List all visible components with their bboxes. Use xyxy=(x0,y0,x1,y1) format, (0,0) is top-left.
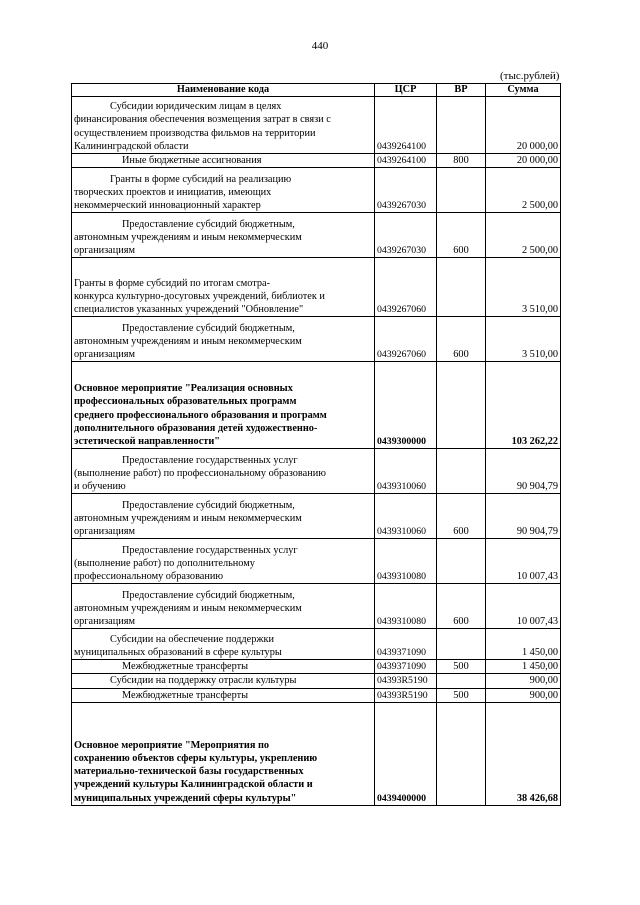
budget-table xyxy=(71,83,561,806)
row-csr: 0439300000 xyxy=(375,362,437,449)
row-sum: 20 000,00 xyxy=(486,154,561,168)
row-name: Предоставление государственных услуг (выполнение работ) по профессиональному образованию и обучению xyxy=(72,449,375,494)
table-row xyxy=(72,584,561,629)
row-sum: 3 510,00 xyxy=(486,317,561,362)
row-vr xyxy=(437,258,486,317)
row-csr: 0439267030 xyxy=(375,213,437,258)
row-sum: 90 904,79 xyxy=(486,449,561,494)
row-sum: 3 510,00 xyxy=(486,258,561,317)
page-number: 440 xyxy=(311,40,329,52)
row-csr: 0439310060 xyxy=(375,449,437,494)
row-csr: 04393R5190 xyxy=(375,688,437,702)
table-row xyxy=(72,168,561,213)
row-sum: 1 450,00 xyxy=(486,629,561,660)
table-row xyxy=(72,674,561,688)
table-row xyxy=(72,660,561,674)
table-row xyxy=(72,629,561,660)
table-header-row xyxy=(72,84,561,97)
row-sum: 900,00 xyxy=(486,688,561,702)
row-name: Основное мероприятие "Мероприятия по сохранению объектов сферы культуры, укреплению материально-технической базы государственных учреждений культуры Калининградской области и муниципальных учреждений сферы культуры" xyxy=(72,702,375,805)
row-csr: 0439310080 xyxy=(375,584,437,629)
row-name: Субсидии на поддержку отрасли культуры xyxy=(72,674,375,688)
row-name: Предоставление субсидий бюджетным, автономным учреждениям и иным некоммерческим организациям xyxy=(72,213,375,258)
row-vr: 800 xyxy=(437,154,486,168)
table-row xyxy=(72,154,561,168)
row-sum: 1 450,00 xyxy=(486,660,561,674)
row-sum: 20 000,00 xyxy=(486,97,561,154)
row-csr: 04393R5190 xyxy=(375,674,437,688)
row-vr xyxy=(437,168,486,213)
header-vr: ВР xyxy=(437,84,486,97)
table-row xyxy=(72,494,561,539)
table-row xyxy=(72,213,561,258)
row-csr: 0439267060 xyxy=(375,317,437,362)
row-name: Межбюджетные трансферты xyxy=(72,660,375,674)
row-csr: 0439267060 xyxy=(375,258,437,317)
row-sum: 2 500,00 xyxy=(486,213,561,258)
row-sum: 900,00 xyxy=(486,674,561,688)
row-sum: 10 007,43 xyxy=(486,584,561,629)
units-label: (тыс.рублей) xyxy=(500,70,560,82)
row-vr xyxy=(437,97,486,154)
row-name: Субсидии юридическим лицам в целях финансирования обеспечения возмещения затрат в связи с осуществлением производства фильмов на территории Калининградской области xyxy=(72,97,375,154)
row-sum: 90 904,79 xyxy=(486,494,561,539)
table-row xyxy=(72,688,561,702)
row-vr: 600 xyxy=(437,213,486,258)
row-sum: 38 426,68 xyxy=(486,702,561,805)
table-row xyxy=(72,702,561,805)
row-vr: 500 xyxy=(437,660,486,674)
row-csr: 0439310060 xyxy=(375,494,437,539)
row-name: Основное мероприятие "Реализация основных профессиональных образовательных программ среднего профессионального образования и программ дополнительного образования детей художественно- эстетической направленности" xyxy=(72,362,375,449)
row-csr: 0439264100 xyxy=(375,154,437,168)
row-csr: 0439267030 xyxy=(375,168,437,213)
row-name: Иные бюджетные ассигнования xyxy=(72,154,375,168)
row-vr xyxy=(437,674,486,688)
row-vr: 600 xyxy=(437,494,486,539)
row-vr xyxy=(437,449,486,494)
row-vr xyxy=(437,362,486,449)
row-sum: 10 007,43 xyxy=(486,539,561,584)
table-row xyxy=(72,362,561,449)
row-name: Субсидии на обеспечение поддержки муниципальных образований в сфере культуры xyxy=(72,629,375,660)
row-vr: 600 xyxy=(437,584,486,629)
row-vr: 500 xyxy=(437,688,486,702)
header-csr: ЦСР xyxy=(375,84,437,97)
row-vr: 600 xyxy=(437,317,486,362)
row-csr: 0439371090 xyxy=(375,660,437,674)
row-name: Предоставление субсидий бюджетным, автономным учреждениям и иным некоммерческим организациям xyxy=(72,317,375,362)
row-name: Предоставление государственных услуг (выполнение работ) по дополнительному профессиональному образованию xyxy=(72,539,375,584)
row-name: Предоставление субсидий бюджетным, автономным учреждениям и иным некоммерческим организациям xyxy=(72,494,375,539)
row-name: Межбюджетные трансферты xyxy=(72,688,375,702)
header-sum: Сумма xyxy=(486,84,561,97)
row-vr xyxy=(437,702,486,805)
table-row xyxy=(72,97,561,154)
table-row xyxy=(72,539,561,584)
row-sum: 103 262,22 xyxy=(486,362,561,449)
table-row xyxy=(72,449,561,494)
row-name: Гранты в форме субсидий на реализацию творческих проектов и инициатив, имеющих некоммерческий инновационный характер xyxy=(72,168,375,213)
row-csr: 0439400000 xyxy=(375,702,437,805)
row-vr xyxy=(437,629,486,660)
row-sum: 2 500,00 xyxy=(486,168,561,213)
row-csr: 0439371090 xyxy=(375,629,437,660)
header-name: Наименование кода xyxy=(72,84,375,97)
row-name: Гранты в форме субсидий по итогам смотра- конкурса культурно-досуговых учреждений, библиотек и специалистов указанных учреждений "Обновление" xyxy=(72,258,375,317)
row-csr: 0439310080 xyxy=(375,539,437,584)
row-name: Предоставление субсидий бюджетным, автономным учреждениям и иным некоммерческим организациям xyxy=(72,584,375,629)
table-row xyxy=(72,258,561,317)
row-vr xyxy=(437,539,486,584)
table-row xyxy=(72,317,561,362)
row-csr: 0439264100 xyxy=(375,97,437,154)
